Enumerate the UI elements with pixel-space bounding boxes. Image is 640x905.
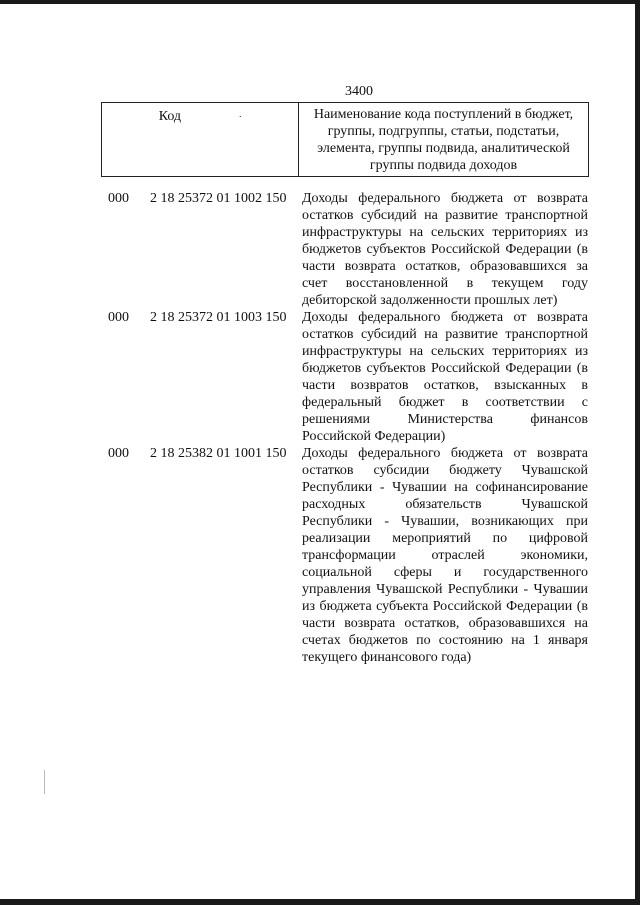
header-name-label: Наименование кода поступлений в бюджет, группы, подгруппы, статьи, подстатьи, элемента, группы подвида, аналитической группы подвида доходов — [313, 107, 574, 173]
table-row — [104, 445, 590, 666]
header-code-mark: . — [239, 109, 242, 119]
income-code: 2 18 25372 01 1003 150 — [150, 310, 287, 325]
admin-code: 000 — [108, 191, 129, 206]
table-row — [104, 309, 590, 445]
income-code: 2 18 25382 01 1001 150 — [150, 446, 287, 461]
header-code-label: Код — [158, 109, 182, 124]
scan-border-bottom — [0, 899, 640, 905]
page-number: 3400 — [345, 84, 373, 99]
column-header-table — [101, 102, 589, 177]
scan-border-top — [0, 0, 640, 4]
header-code-cell — [102, 103, 299, 177]
income-code: 2 18 25372 01 1002 150 — [150, 191, 287, 206]
scan-border-right — [635, 0, 640, 905]
header-row — [102, 103, 589, 177]
income-description: Доходы федерального бюджета от возврата остатков субсидий на развитие транспортной инфраструктуры на сельских территориях из бюджетов субъектов Российской Федерации (в части возврата остатков, образовавшихся за счет восстановленной в текущем году дебиторской задолженности прошлых лет) — [302, 191, 588, 308]
income-description: Доходы федерального бюджета от возврата остатков субсидий на развитие транспортной инфраструктуры на сельских территориях из бюджетов субъектов Российской Федерации (в части возвратов остатков, взысканных в федеральный бюджет в соответствии с решениями Министерства финансов Российской Федерации) — [302, 310, 588, 444]
table-row — [104, 190, 590, 309]
income-codes-list — [104, 190, 590, 666]
margin-mark — [44, 770, 45, 794]
admin-code: 000 — [108, 446, 129, 461]
header-name-cell — [299, 103, 589, 177]
income-description: Доходы федерального бюджета от возврата остатков субсидии бюджету Чувашской Республики - Чувашии на софинансирование расходных обязательств Чувашской Республики - Чувашии, возникающих при реализации мероприятий по цифровой трансформации отраслей экономики, социальной сферы и государственного управления Чувашской Республики - Чувашии из бюджета субъекта Российской Федерации (в части возврата остатков, образовавшихся на счетах бюджетов по состоянию на 1 января текущего финансового года) — [302, 446, 588, 665]
admin-code: 000 — [108, 310, 129, 325]
